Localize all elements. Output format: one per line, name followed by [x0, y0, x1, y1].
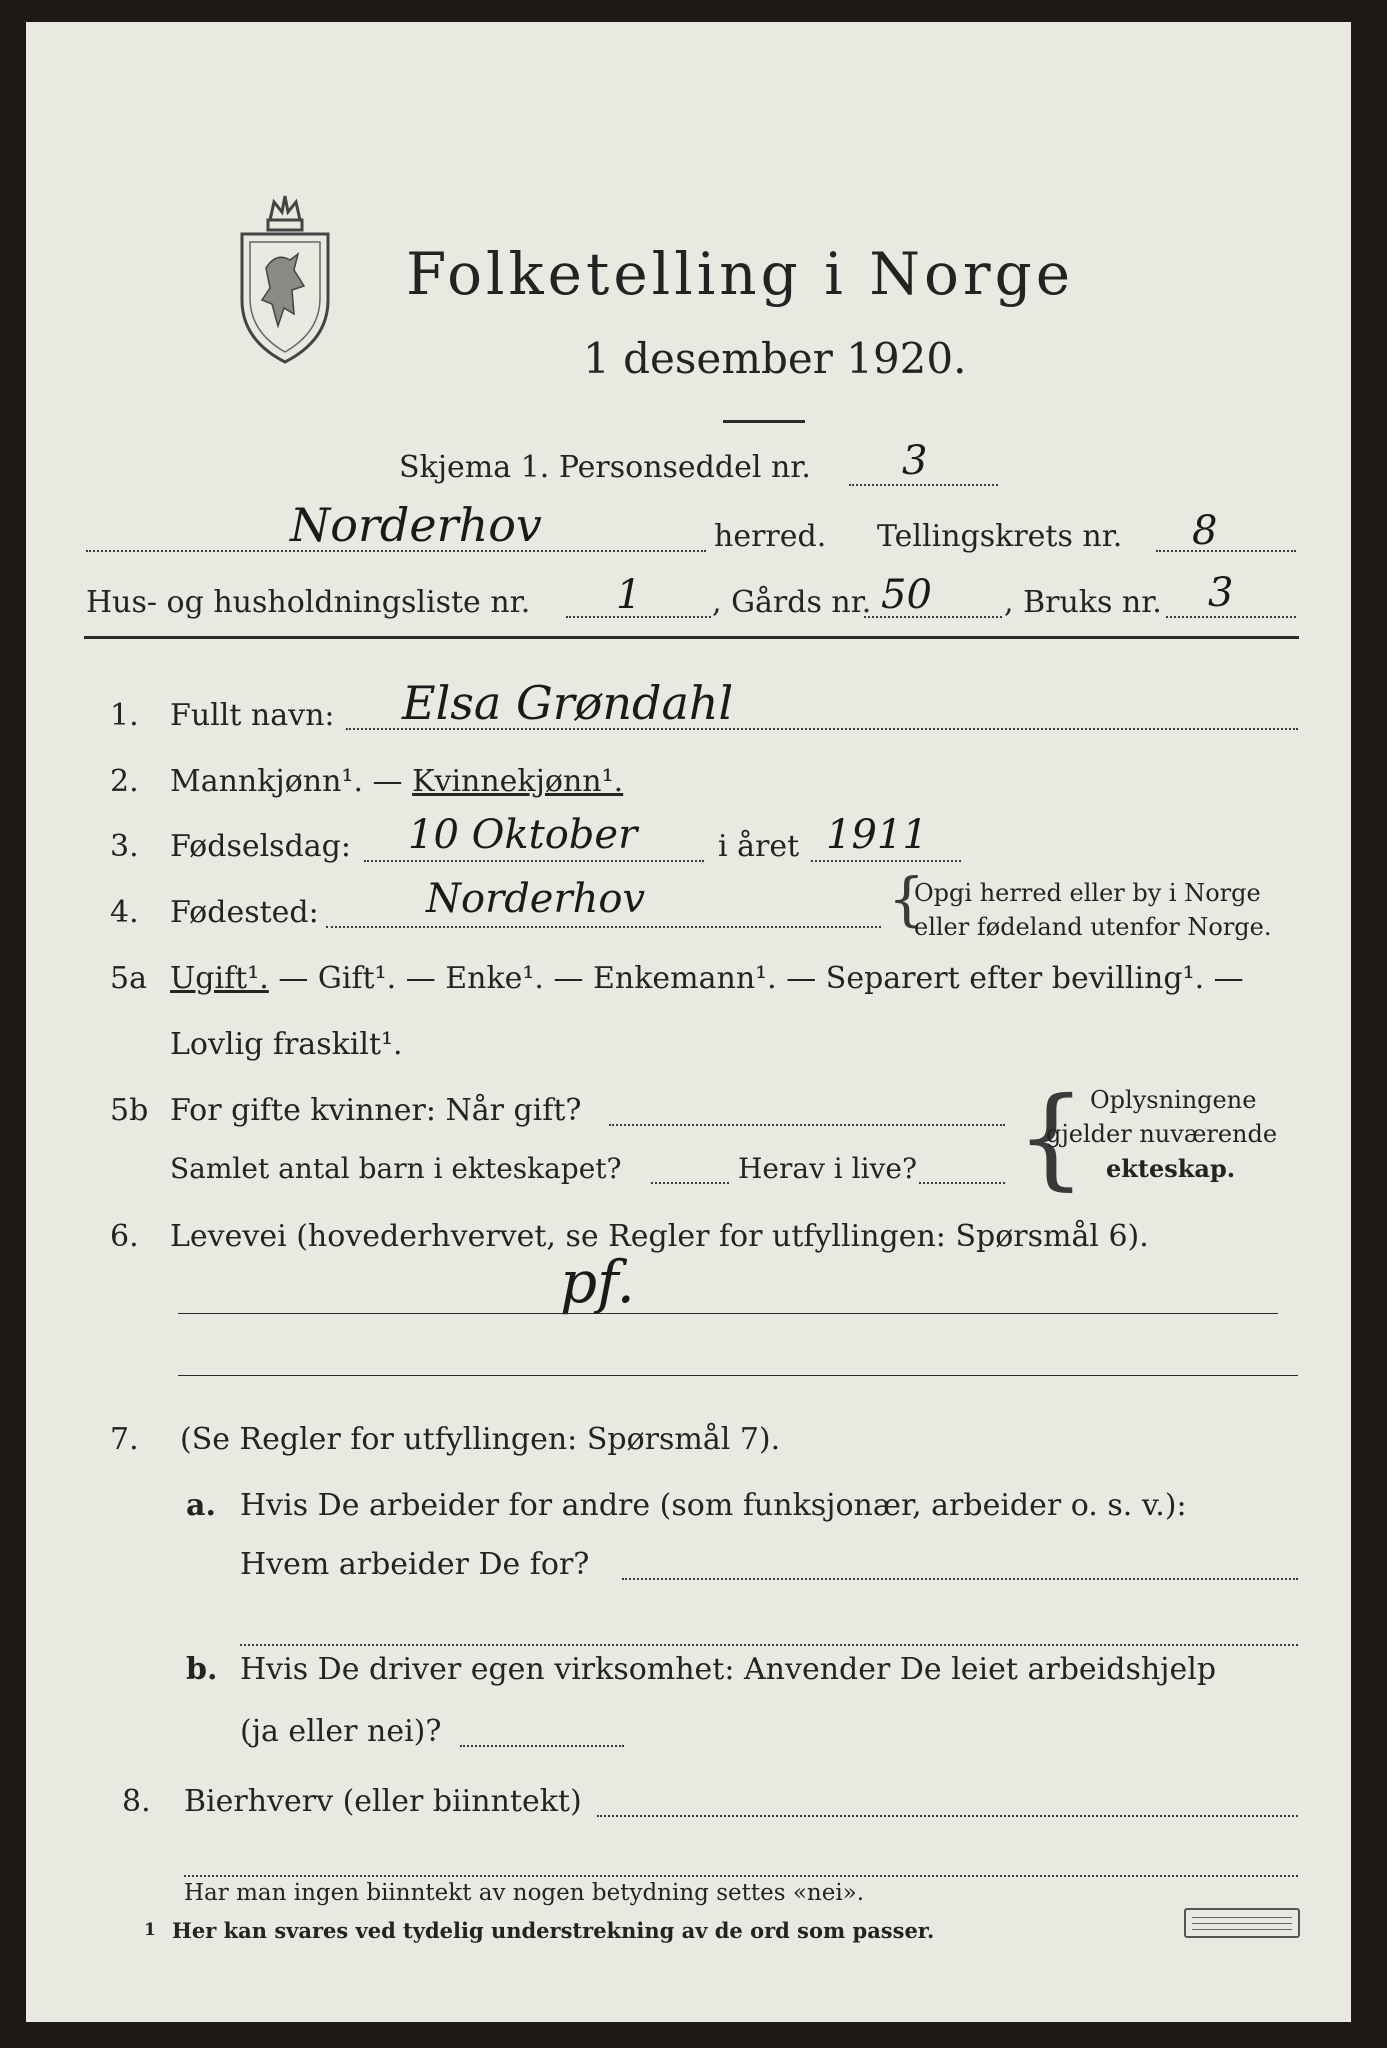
q2-male-option[interactable]: Mannkjønn¹. —	[170, 764, 413, 799]
q7-label: (Se Regler for utfyllingen: Spørsmål 7).	[180, 1422, 781, 1457]
tellingskrets-line	[1156, 550, 1296, 552]
tellingskrets-value[interactable]: 8	[1192, 508, 1218, 554]
hus-label: Hus- og husholdningsliste nr.	[86, 585, 531, 620]
q5b-label: For gifte kvinner: Når gift?	[170, 1093, 582, 1128]
q7b-yesno-line	[460, 1745, 624, 1747]
q5b-note-line-1: Oplysningene	[1090, 1086, 1257, 1114]
biinntekt-note: Har man ingen biinntekt av nogen betydning settes «nei».	[184, 1880, 865, 1906]
q7a-extra-line	[240, 1644, 1298, 1646]
q5b-married-line	[609, 1124, 1005, 1126]
q7a-label: Hvis De arbeider for andre (som funksjonær, arbeider o. s. v.):	[240, 1488, 1187, 1523]
q2-label	[170, 764, 623, 799]
q7b-label: Hvis De driver egen virksomhet: Anvender De leiet arbeidshjelp	[240, 1652, 1217, 1687]
q3-year-value[interactable]: 1911	[826, 812, 928, 858]
herred-label: herred.	[714, 519, 827, 554]
q7b-letter: b.	[186, 1652, 218, 1687]
q4-line	[326, 926, 881, 928]
q3-date-value[interactable]: 10 Oktober	[408, 812, 638, 858]
q7a-employer-label: Hvem arbeider De for?	[240, 1547, 590, 1582]
schema-nr-line	[849, 484, 998, 486]
q5b-children-label: Samlet antal barn i ekteskapet?	[170, 1152, 622, 1185]
q3-year-line	[811, 860, 961, 862]
q1-value[interactable]: Elsa Grøndahl	[402, 676, 734, 730]
q2-number: 2.	[110, 764, 139, 799]
q6-value[interactable]: pf.	[560, 1248, 635, 1316]
q4-value[interactable]: Norderhov	[426, 876, 646, 922]
q3-date-line	[364, 860, 704, 862]
q5a-lovlig-fraskilt[interactable]: Lovlig fraskilt¹.	[170, 1027, 403, 1062]
footnote-text: Her kan svares ved tydelig understrekning av de ord som passer.	[172, 1918, 935, 1943]
q6-line-2	[178, 1375, 1298, 1376]
title-divider	[723, 420, 805, 423]
q8-number: 8.	[122, 1784, 151, 1819]
q4-note-line-1: Opgi herred eller by i Norge	[914, 879, 1261, 907]
q4-number: 4.	[110, 895, 139, 930]
q2-female-option[interactable]: Kvinnekjønn¹.	[412, 764, 624, 799]
q3-year-label: i året	[718, 829, 800, 864]
q4-label: Fødested:	[170, 895, 319, 930]
q7b-yesno-label: (ja eller nei)?	[240, 1714, 442, 1749]
schema-nr-value[interactable]: 3	[902, 438, 928, 484]
q5b-note-line-3: ekteskap.	[1106, 1154, 1236, 1183]
tellingskrets-label: Tellingskrets nr.	[877, 519, 1123, 554]
census-form	[26, 22, 1351, 2022]
q5b-alive-label: Herav i live?	[738, 1152, 917, 1185]
hus-value[interactable]: 1	[616, 572, 642, 618]
q7a-letter: a.	[186, 1488, 216, 1523]
form-title: Folketelling i Norge	[406, 240, 1075, 308]
q7-number: 7.	[110, 1422, 139, 1457]
q5b-note-line-2: gjelder nuværende	[1046, 1120, 1278, 1148]
bruks-label: , Bruks nr.	[1004, 585, 1162, 620]
bruks-value[interactable]: 3	[1208, 570, 1234, 616]
q6-label: Levevei (hovederhvervet, se Regler for utfyllingen: Spørsmål 6).	[170, 1219, 1149, 1254]
q4-note-brace: {	[888, 865, 925, 933]
schema-label: Skjema 1. Personseddel nr.	[399, 450, 811, 485]
q5b-alive-line	[919, 1182, 1005, 1184]
q8-extra-line	[184, 1875, 1298, 1877]
header-divider	[84, 636, 1299, 639]
gards-value[interactable]: 50	[881, 572, 932, 618]
q5b-note-brace: {	[1016, 1073, 1086, 1201]
q6-line-1	[178, 1313, 1278, 1314]
q5a-number: 5a	[110, 961, 147, 996]
q4-note-line-2: eller fødeland utenfor Norge.	[914, 913, 1272, 941]
bruks-line	[1166, 616, 1296, 618]
herred-value[interactable]: Norderhov	[290, 498, 542, 552]
q7a-employer-line	[622, 1578, 1298, 1580]
q3-label: Fødselsdag:	[170, 829, 351, 864]
printer-stamp	[1184, 1908, 1300, 1938]
footnote-mark: 1	[144, 1920, 156, 1940]
q1-number: 1.	[110, 698, 139, 733]
q5a-ugift-option[interactable]: Ugift¹.	[170, 961, 269, 996]
q5b-number: 5b	[110, 1093, 149, 1128]
q5b-children-line	[651, 1182, 729, 1184]
q8-line	[597, 1815, 1298, 1817]
q5a-other-options[interactable]: — Gift¹. — Enke¹. — Enkemann¹. — Separert efter bevilling¹. —	[268, 961, 1244, 996]
q8-label: Bierhverv (eller biinntekt)	[184, 1784, 582, 1819]
q6-number: 6.	[110, 1219, 139, 1254]
form-date: 1 desember 1920.	[583, 334, 967, 383]
q5a-options	[170, 961, 1244, 996]
q1-label: Fullt navn:	[170, 698, 335, 733]
q3-number: 3.	[110, 829, 139, 864]
gards-label: , Gårds nr.	[712, 585, 872, 620]
coat-of-arms-icon	[232, 190, 338, 366]
